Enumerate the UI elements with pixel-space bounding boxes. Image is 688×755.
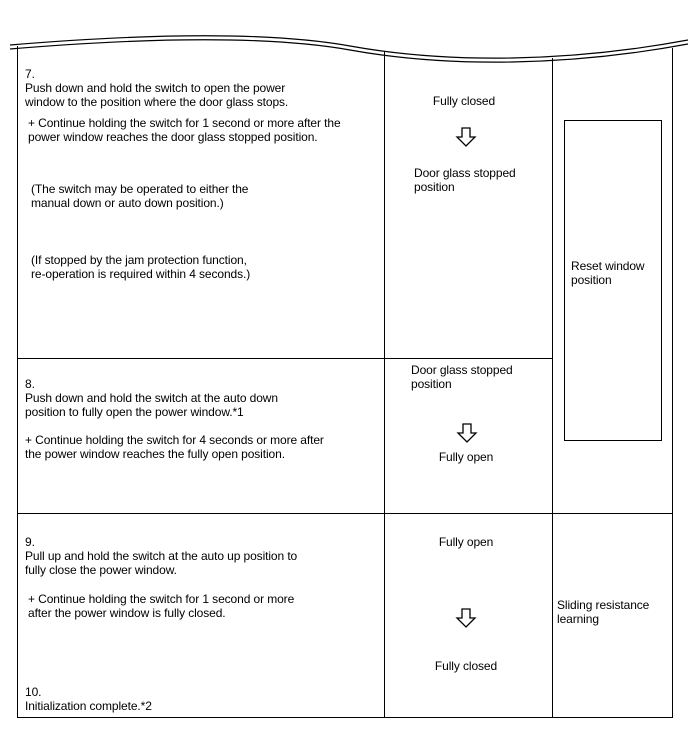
step-7-switch-note: (The switch may be operated to either the manual down or auto down position.) — [31, 182, 249, 210]
step-9-to-state: Fully closed — [434, 659, 498, 673]
step-8-to-state: Fully open — [438, 450, 494, 464]
down-arrow-icon — [455, 126, 477, 148]
down-arrow-icon — [455, 607, 477, 629]
step-9-instruction — [25, 521, 380, 577]
table-border-left — [17, 46, 18, 718]
row-divider-after-step-8 — [17, 513, 673, 514]
down-arrow-icon — [456, 422, 478, 444]
step-7-to-state: Door glass stopped position — [414, 166, 516, 194]
step-7-from-state: Fully closed — [432, 94, 496, 108]
table-border-bottom — [17, 717, 673, 718]
step-9-instruction-text: Pull up and hold the switch at the auto up position to fully close the power window. — [25, 549, 298, 577]
step-7-instruction-text: Push down and hold the switch to open the power window to the position where the door glass stops. — [25, 81, 289, 109]
step-9-from-state: Fully open — [438, 535, 494, 549]
step-8-instruction-text: Push down and hold the switch at the auto down position to fully open the power window.*1 — [25, 391, 278, 419]
step-9-number: 9. — [25, 535, 35, 549]
step-10-instruction-text: Initialization complete.*2 — [25, 699, 152, 713]
step-9-continue-note: + Continue holding the switch for 1 second or more after the power window is fully closed. — [28, 592, 295, 620]
step-10-instruction — [25, 671, 380, 713]
step-7-instruction — [25, 53, 380, 109]
step-7-continue-note: + Continue holding the switch for 1 second or more after the power window reaches the door glass stopped position. — [28, 116, 341, 144]
table-column-divider-2 — [552, 58, 553, 718]
reset-window-position-label: Reset window position — [571, 259, 645, 287]
step-7-number: 7. — [25, 67, 35, 81]
step-8-instruction — [25, 363, 380, 419]
table-border-right — [672, 48, 673, 718]
step-10-number: 10. — [25, 685, 42, 699]
step-8-from-state: Door glass stopped position — [411, 363, 513, 391]
sliding-resistance-learning-label: Sliding resistance learning — [557, 598, 650, 626]
table-column-divider-1 — [384, 52, 385, 718]
step-8-number: 8. — [25, 377, 35, 391]
row-divider-after-step-7 — [17, 358, 552, 359]
step-7-jam-note: (If stopped by the jam protection function, re-operation is required within 4 seconds.) — [31, 253, 251, 281]
step-8-continue-note: + Continue holding the switch for 4 seconds or more after the power window reaches the fully open position. — [25, 433, 324, 461]
